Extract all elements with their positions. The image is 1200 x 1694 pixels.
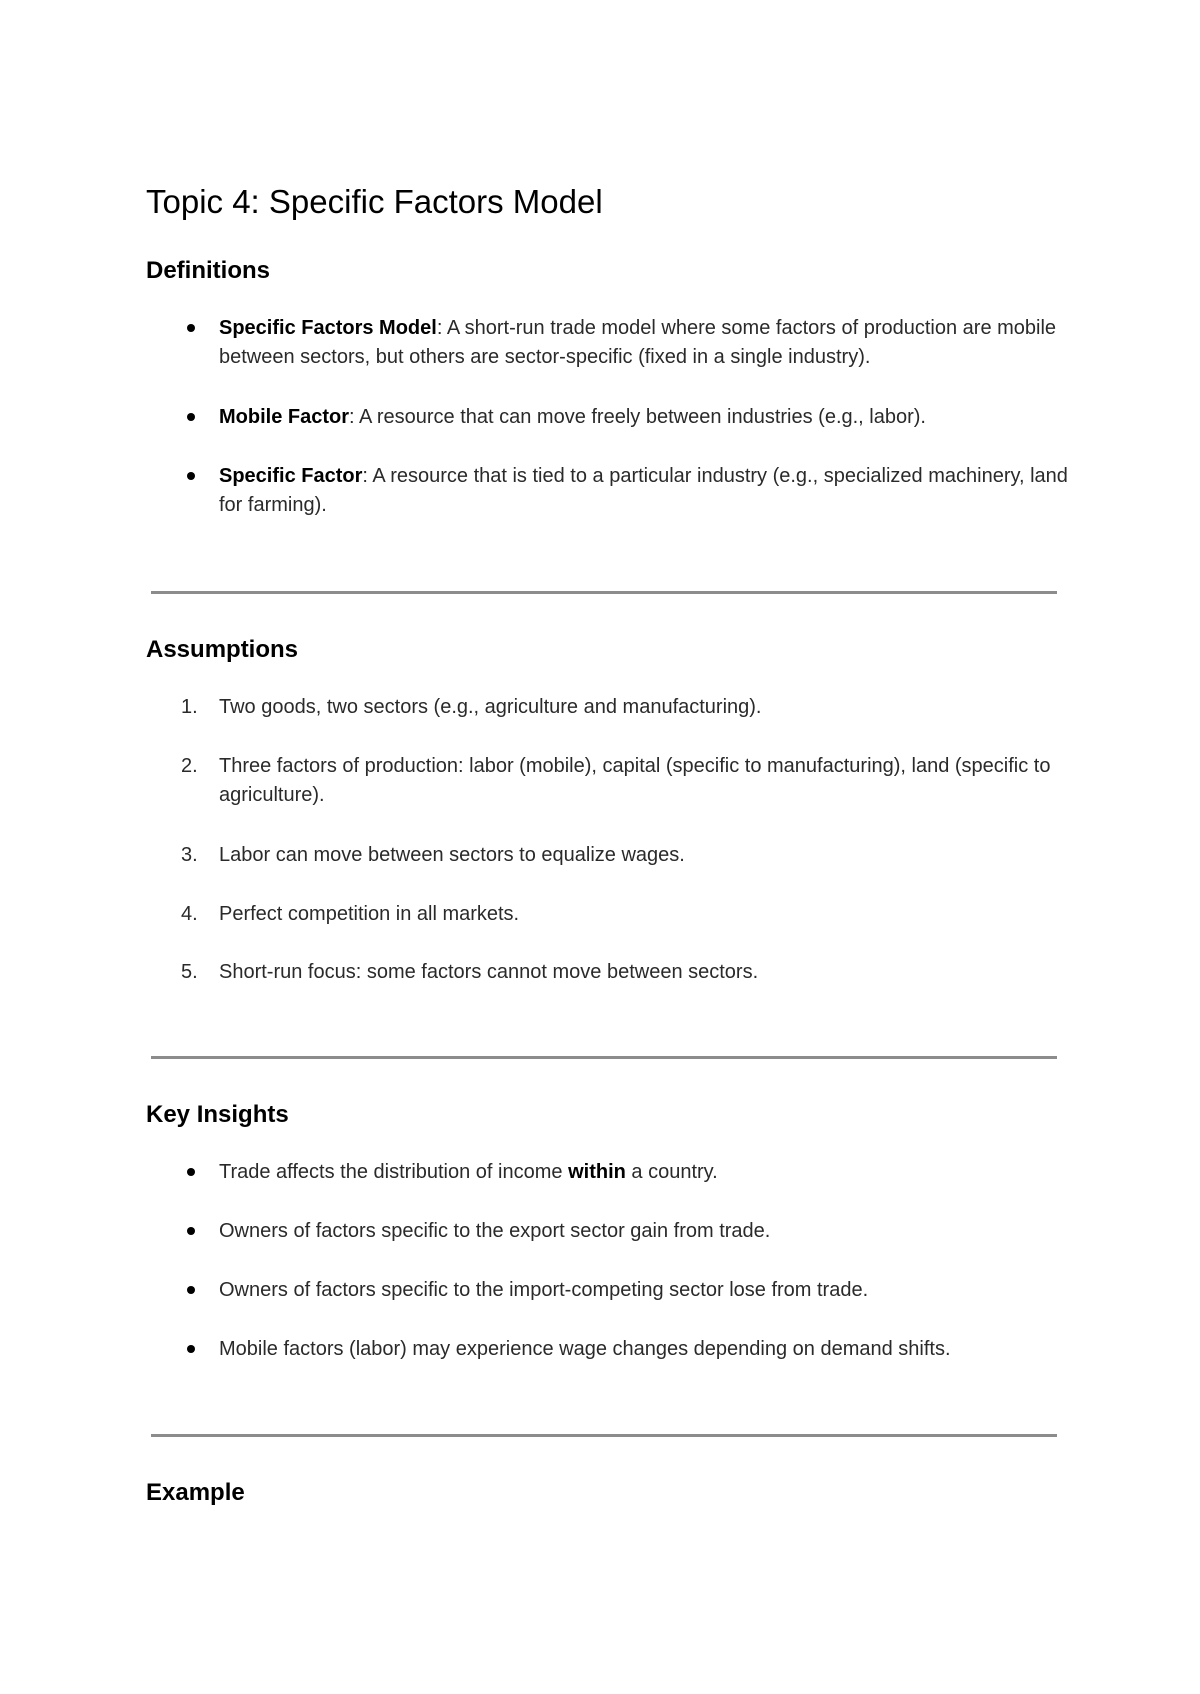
assumption-text: Short-run focus: some factors cannot move between sectors.: [219, 961, 759, 983]
list-number: 3.: [181, 844, 198, 866]
bullet-icon: [187, 324, 195, 332]
assumption-text: Labor can move between sectors to equalize wages.: [219, 844, 685, 866]
assumptions-heading: Assumptions: [146, 636, 299, 663]
insight-text: Owners of factors specific to the import-competing sector lose from trade.: [219, 1279, 869, 1301]
assumption-item: [181, 752, 1079, 810]
bullet-icon: [187, 1168, 195, 1176]
section-divider: [151, 591, 1057, 594]
assumption-text: Two goods, two sectors (e.g., agriculture and manufacturing).: [219, 696, 762, 718]
insight-text: Owners of factors specific to the export sector gain from trade.: [219, 1220, 771, 1242]
definition-item: [219, 314, 1079, 372]
assumption-text: Perfect competition in all markets.: [219, 903, 520, 925]
definition-term: Mobile Factor: [219, 406, 350, 428]
insight-text: Mobile factors (labor) may experience wage changes depending on demand shifts.: [219, 1338, 951, 1360]
list-number: 1.: [181, 696, 198, 718]
assumption-item: [181, 900, 1079, 929]
definitions-heading: Definitions: [146, 257, 270, 284]
definition-term: Specific Factor: [219, 465, 363, 487]
assumption-text: Three factors of production: labor (mobile), capital (specific to manufacturing), land (specific to agriculture).: [219, 755, 1051, 806]
assumption-item: [181, 841, 1079, 870]
example-heading: Example: [146, 1479, 245, 1506]
definition-item: [219, 403, 1079, 432]
insight-text: a country.: [625, 1161, 718, 1183]
key-insights-heading: Key Insights: [146, 1101, 289, 1128]
page-title: Topic 4: Specific Factors Model: [146, 183, 603, 220]
list-number: 5.: [181, 961, 198, 983]
section-divider: [151, 1056, 1057, 1059]
list-number: 2.: [181, 755, 198, 777]
definition-term: Specific Factors Model: [219, 317, 437, 339]
bullet-icon: [187, 1227, 195, 1235]
bullet-icon: [187, 1286, 195, 1294]
bullet-icon: [187, 1345, 195, 1353]
assumption-item: [181, 693, 1079, 722]
bullet-icon: [187, 413, 195, 421]
insight-item: [219, 1158, 1079, 1187]
insight-item: [219, 1335, 1079, 1364]
definition-text: : A short-run trade model where some factors of production are mobile between sectors, but others are sector-specific (fixed in a single industry).: [219, 317, 1057, 368]
insight-item: [219, 1217, 1079, 1246]
list-number: 4.: [181, 903, 198, 925]
insight-text: Trade affects the distribution of income: [219, 1161, 569, 1183]
insight-item: [219, 1276, 1079, 1305]
definition-text: : A resource that can move freely between industries (e.g., labor).: [349, 406, 926, 428]
bullet-icon: [187, 472, 195, 480]
section-divider: [151, 1434, 1057, 1437]
definition-text: : A resource that is tied to a particular industry (e.g., specialized machinery, land for farming).: [219, 465, 1068, 516]
definition-item: [219, 462, 1079, 520]
assumption-item: [181, 958, 1079, 987]
insight-emphasis: within: [568, 1161, 626, 1183]
